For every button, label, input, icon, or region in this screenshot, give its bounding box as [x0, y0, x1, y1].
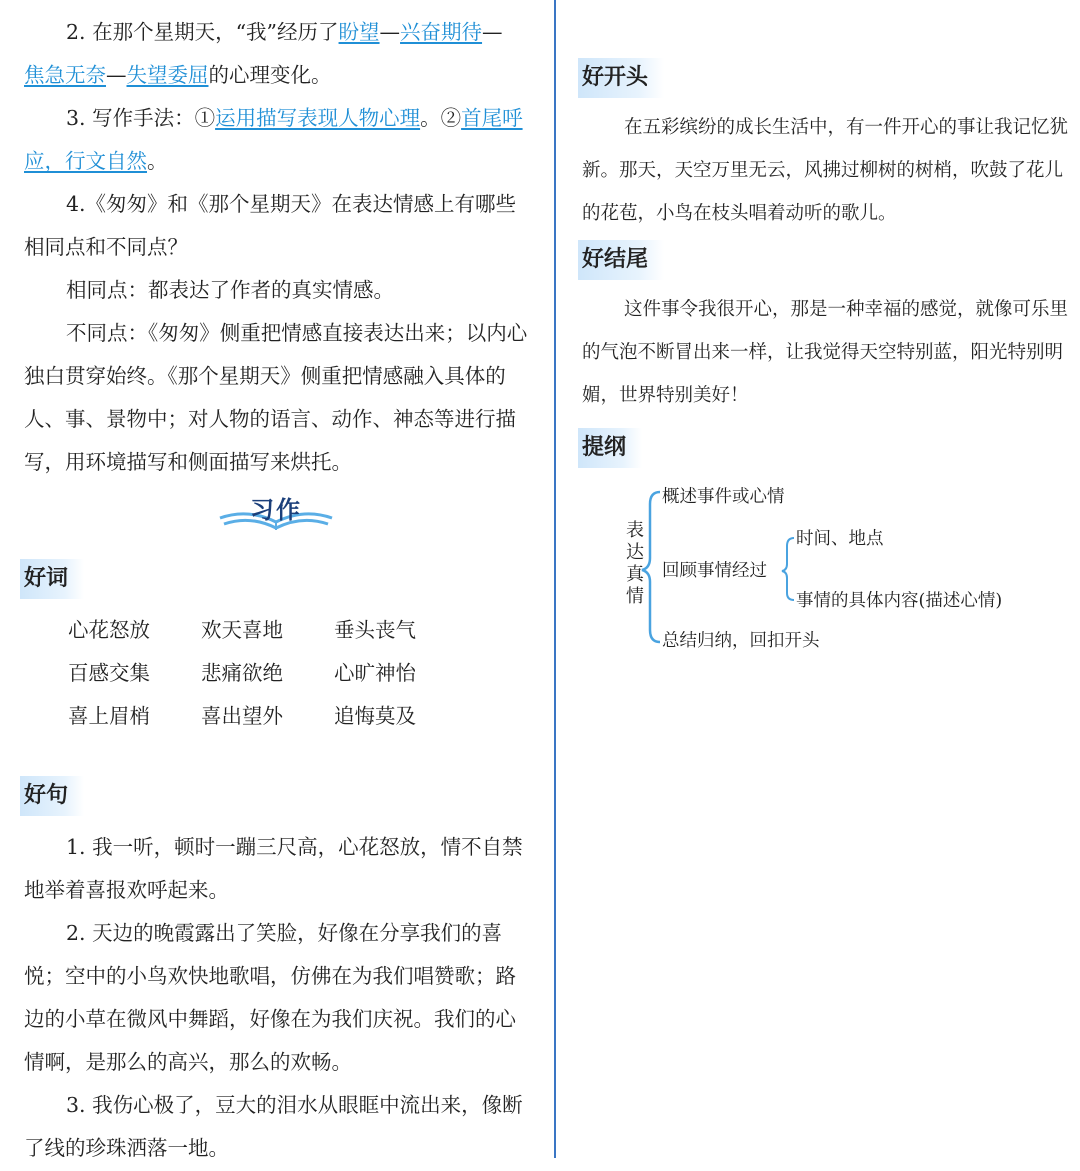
answer-3-end: 。 — [147, 149, 168, 173]
outline-sub-2: 事情的具体内容(描述心情) — [796, 591, 1003, 611]
xizuo-heading — [216, 488, 336, 536]
answer-2-end: 的心理变化。 — [208, 63, 332, 87]
word-item: 喜出望外 — [201, 704, 283, 728]
section-label-good-start: 好开头 — [578, 58, 664, 98]
dash: — — [106, 63, 127, 87]
word-row — [68, 609, 488, 652]
word-item: 喜上眉梢 — [68, 704, 150, 728]
outline-diagram — [558, 478, 1080, 658]
same-point: 相同点：都表达了作者的真实情感。 — [66, 278, 394, 302]
word-item: 垂头丧气 — [334, 618, 416, 642]
outline-item-1: 概述事件或心情 — [662, 487, 785, 507]
section-label-haoju: 好句 — [20, 776, 84, 816]
column-divider — [554, 0, 556, 1158]
right-column — [558, 0, 1080, 1171]
good-start-text: 在五彩缤纷的成长生活中，有一件开心的事让我记忆犹新。那天，天空万里无云，风拂过柳树的树梢，吹鼓了花儿的花苞，小鸟在枝头唱着动听的歌儿。 — [582, 117, 1069, 224]
sentence-1: 1. 我一听，顿时一蹦三尺高，心花怒放，情不自禁地举着喜报欢呼起来。 — [24, 835, 523, 902]
answer-2-text: 2. 在那个星期天，“我”经历了 — [66, 20, 339, 44]
keyword-highlight: 失望委屈 — [126, 63, 209, 87]
outline-root: 表达真情 — [626, 520, 644, 607]
sentence-3: 3. 我伤心极了，豆大的泪水从眼眶中流出来，像断了线的珍珠洒落一地。 — [24, 1093, 523, 1160]
word-item: 心花怒放 — [68, 618, 150, 642]
word-item: 追悔莫及 — [334, 704, 416, 728]
section-label-good-end: 好结尾 — [578, 240, 664, 280]
dash: — — [379, 20, 401, 44]
sentence-2: 2. 天边的晚霞露出了笑脸，好像在分享我们的喜悦；空中的小鸟欢快地歌唱，仿佛在为我们唱赞歌；路边的小草在微风中舞蹈，好像在为我们庆祝。我们的心情啊，是那么的高兴，那么的欢畅。 — [24, 921, 516, 1074]
word-row — [68, 695, 488, 738]
word-row — [68, 652, 488, 695]
keyword-highlight: 焦急无奈 — [24, 63, 106, 87]
outline-item-2: 回顾事情经过 — [662, 561, 767, 581]
section-label-outline: 提纲 — [578, 428, 642, 468]
answer-3 — [24, 97, 536, 183]
keyword-highlight: 盼望 — [338, 20, 380, 44]
outline-item-3: 总结归纳，回扣开头 — [662, 631, 820, 651]
xizuo-title: 习作 — [250, 496, 302, 524]
question-4: 4.《匆匆》和《那个星期天》在表达情感上有哪些相同点和不同点？ — [24, 192, 517, 259]
keyword-highlight: 首尾呼应，行文自然 — [24, 106, 523, 173]
answer-3-mid: 。② — [420, 106, 462, 130]
word-item: 百感交集 — [68, 661, 150, 685]
section-label-haoci: 好词 — [20, 559, 84, 599]
word-item: 心旷神怡 — [334, 661, 416, 685]
keyword-highlight: 运用描写表现人物心理 — [215, 106, 421, 130]
outline-sub-1: 时间、地点 — [796, 529, 884, 549]
keyword-highlight: 兴奋期待 — [400, 20, 483, 44]
word-list — [68, 609, 488, 738]
word-item: 悲痛欲绝 — [201, 661, 283, 685]
good-end-text: 这件事令我很开心，那是一种幸福的感觉，就像可乐里的气泡不断冒出来一样，让我觉得天空特别蓝，阳光特别明媚，世界特别美好！ — [582, 299, 1069, 406]
word-item: 欢天喜地 — [201, 618, 283, 642]
answer-3-text: 3. 写作手法：① — [66, 106, 216, 130]
diff-point: 不同点：《匆匆》侧重把情感直接表达出来；以内心独白贯穿始终。《那个星期天》侧重把情感融入具体的人、事、景物中；对人物的语言、动作、神态等进行描写，用环境描写和侧面描写来烘托。 — [24, 321, 528, 474]
answer-2 — [24, 11, 536, 97]
dash: — — [482, 20, 503, 44]
